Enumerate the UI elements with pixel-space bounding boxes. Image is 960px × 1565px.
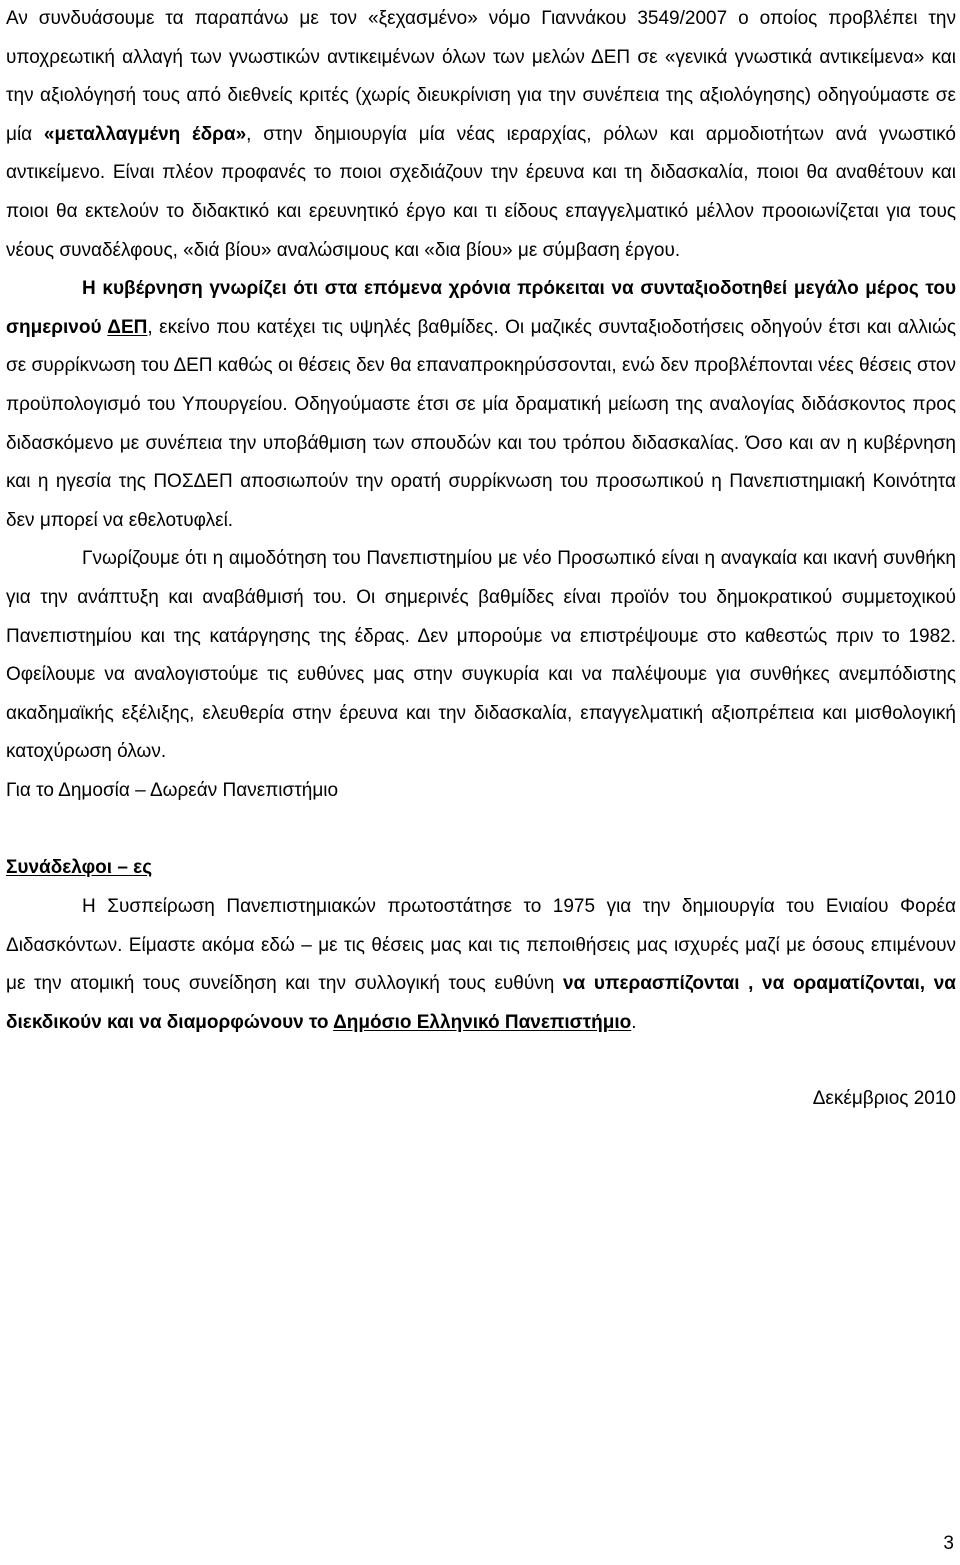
- spacer: [6, 810, 956, 849]
- section-heading: Συνάδελφοι – ες: [6, 857, 153, 879]
- bold-phrase: «μεταλλαγμένη έδρα»: [43, 123, 247, 145]
- page-number: 3: [943, 1533, 954, 1554]
- paragraph-2: Η κυβέρνηση γνωρίζει ότι στα επόμενα χρόνια πρόκειται να συνταξιοδοτηθεί μεγάλο μέρος του σημερινού ΔΕΠ, εκείνο που κατέχει τις υψηλές βαθμίδες. Οι μαζικές συνταξιοδοτήσεις οδηγούν έτσι και αλλιώς σε συρρίκνωση του ΔΕΠ καθώς οι θέσεις δεν θα επαναπροκηρύσσονται, ενώ δεν προβλέπονται νέες θέσεις στον προϋπολογισμό του Υπουργείου. Οδηγούμαστε έτσι σε μία δραματική μείωση της αναλογίας διδάσκοντος προς διδασκόμενο με συνέπεια την υποβάθμιση των σπουδών και του τρόπου διδασκαλίας. Όσο και αν η κυβέρνηση και η ηγεσία της ΠΟΣΔΕΠ αποσιωπούν την ορατή συρρίκνωση του προσωπικού η Πανεπιστημιακή Κοινότητα δεν μπορεί να εθελοτυφλεί.: [6, 278, 956, 531]
- date-line: Δεκέμβριος 2010: [812, 1088, 956, 1110]
- closing-line: Για το Δημοσία – Δωρεάν Πανεπιστήμιο: [6, 779, 339, 801]
- paragraph-1: Αν συνδυάσουμε τα παραπάνω με τον «ξεχασμένο» νόμο Γιαννάκου 3549/2007 ο οποίος προβλέπει την υποχρεωτική αλλαγή των γνωστικών αντικειμένων όλων των μελών ΔΕΠ σε «γενικά γνωστικά αντικείμενα» και την αξιολόγησή τους από διεθνείς κριτές (χωρίς διευκρίνιση για την συνέπεια της αξιολόγησης) οδηγούμαστε σε μία «μεταλλαγμένη έδρα», στην δημιουργία μία νέας ιεραρχίας, ρόλων και αρμοδιοτήτων ανά γνωστικό αντικείμενο. Είναι πλέον προφανές το ποιοι σχεδιάζουν την έρευνα και τη διδασκαλία, ποιοι θα αναθέτουν και ποιοι θα εκτελούν το διδακτικό και ερευνητικό έργο και τι είδους επαγγελματικό μέλλον προοιωνίζεται για τους νέους συναδέλφους, «διά βίου» αναλώσιμους και «δια βίου» με σύμβαση έργου.: [6, 8, 957, 261]
- document-page: [6, 0, 956, 1119]
- spacer: [6, 1042, 956, 1080]
- paragraph-5: Η Συσπείρωση Πανεπιστημιακών πρωτοστάτησε το 1975 για την δημιουργία του Ενιαίου Φορέα Διδασκόντων. Είμαστε ακόμα εδώ – με τις θέσεις μας και τις πεποιθήσεις μας ισχυρές μαζί με όσους επιμένουν με την ατομική τους συνείδηση και την συλλογική τους ευθύνη να υπερασπίζονται , να οραματίζονται, να διεκδικούν και να διαμορφώνουν το Δημόσιο Ελληνικό Πανεπιστήμιο.: [6, 896, 956, 1033]
- paragraph-3: Γνωρίζουμε ότι η αιμοδότηση του Πανεπιστημίου με νέο Προσωπικό είναι η αναγκαία και ικανή συνθήκη για την ανάπτυξη και αναβάθμισή του. Οι σημερινές βαθμίδες είναι προϊόν του δημοκρατικού συμμετοχικού Πανεπιστημίου και της κατάργησης της έδρας. Δεν μπορούμε να επιστρέψουμε στο καθεστώς πριν το 1982. Οφείλουμε να αναλογιστούμε τις ευθύνες μας στην συγκυρία και να παλέψουμε για συνθήκες ανεμπόδιστης ακαδημαϊκής εξέλιξης, ελευθερία στην έρευνα και την διδασκαλία, επαγγελματική αξιοπρέπεια και μισθολογική κατοχύρωση όλων.: [6, 548, 956, 763]
